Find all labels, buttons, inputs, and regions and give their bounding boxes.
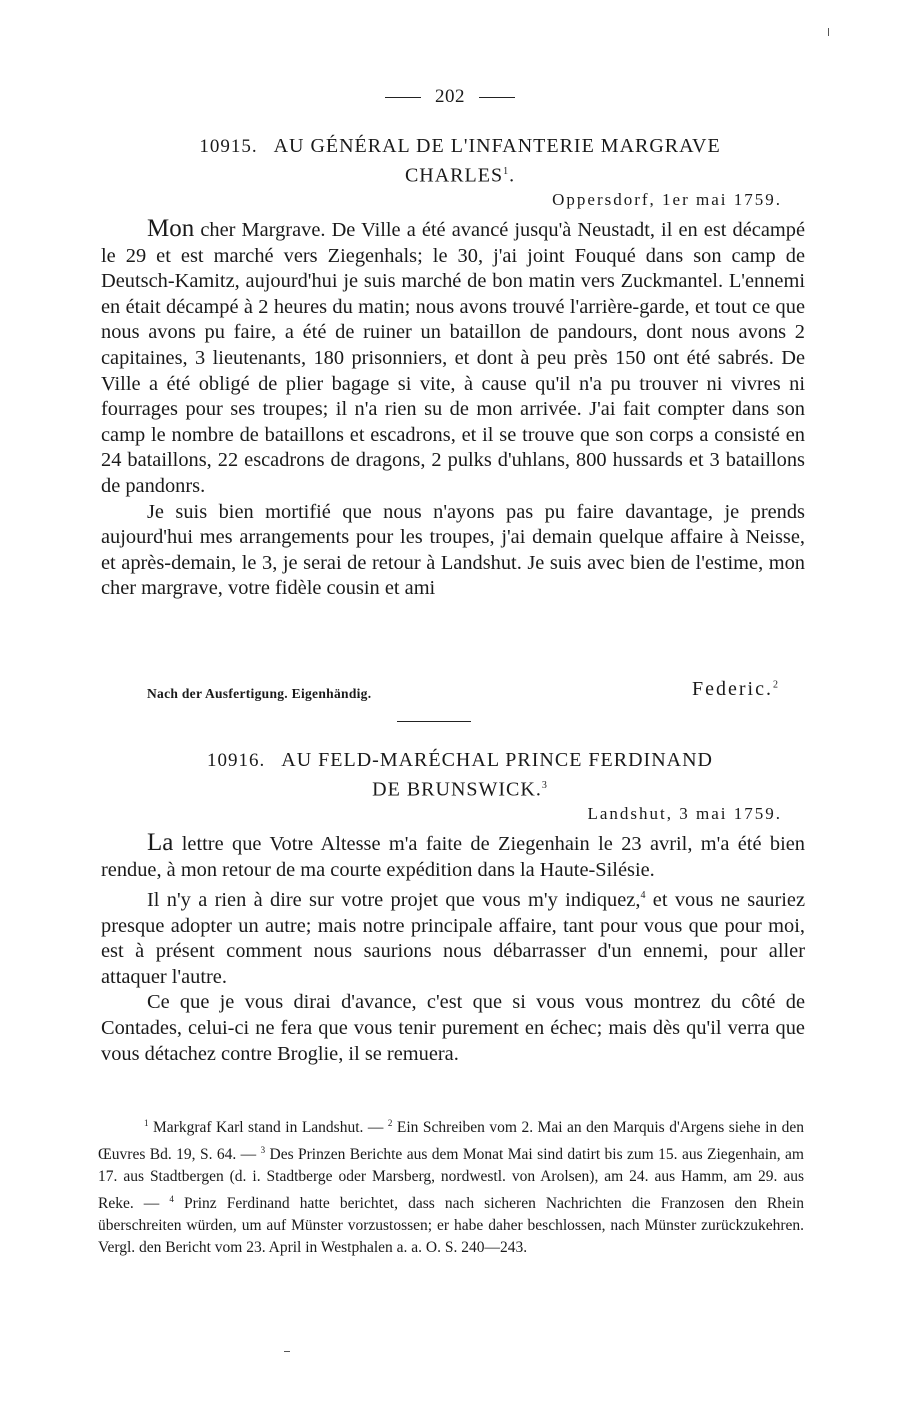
footnote-ref: 1 [503, 166, 510, 177]
letter-paragraph: Ce que je vous dirai d'avance, c'est que si vous vous montrez du côté de Contades, celui-ci ne fera que vous tenir purement en échec; mais dès qu'il verra que vous détachez contre Broglie, il se remuera. [101, 991, 805, 1065]
paragraph-text: cher Margrave. De Ville a été avancé jusqu'à Neustadt, il en est décampé le 29 et est marché vers Ziegenhals; le 30, j'ai joint Fouqué dans son camp de Deutsch-Kamitz, aujourd'hui je suis marché de bon matin vers Zuckmantel. L'ennemi en était décampé à 2 heures du matin; nous avons trouvé l'arrière-garde, et tout ce que nous avons pu faire, a été de ruiner un bataillon de pandours, dont nous avons 2 capitaines, 3 lieutenants, 180 prisonniers, et dont à peu près 150 ont été sabrés. De Ville a été obligé de plier bagage si vite, à cause qu'il n'a pu trouver ni vivres ni fourrages pour ses troupes; il n'a rien su de mon arrivée. J'ai fait compter dans son camp le nombre de bataillons et escadrons, et il se trouve que son corps a consisté en 24 bataillons, 22 escadrons de dragons, 2 pulks d'uhlans, 800 hussards et 3 bataillons de pandonrs. [101, 219, 805, 497]
letter-body [101, 216, 805, 602]
footnote-block [98, 1112, 804, 1259]
paragraph-text: Il n'y a rien à dire sur votre projet que vous m'y indiquez, [147, 888, 641, 911]
source-note: Nach der Ausfertigung. Eigenhändig. [147, 686, 372, 701]
footnote-mark: 3 [260, 1145, 266, 1156]
footnote-text: Markgraf Karl stand in Landshut. — [148, 1119, 388, 1137]
letter-dateline: Landshut, 3 mai 1759. [587, 804, 782, 823]
letter-paragraph [101, 883, 805, 990]
heading-title-2: DE BRUNSWICK. [372, 778, 542, 801]
letter-body [101, 830, 805, 1067]
letter-number: 10916. [207, 750, 266, 771]
heading-line-2 [120, 773, 800, 803]
page-header [0, 86, 900, 108]
footnote-mark: 4 [169, 1194, 174, 1205]
footnote-text: Prinz Ferdinand hatte berichtet, dass nach sicheren Nachrichten die Franzosen den Rhein überschreiten würden, um auf Münster vorzustossen; er habe daher beschlossen, nach Münster zurückzukehren. Vergl. den Bericht vom 23. April in Westphalen a. a. O. S. 240—243. [98, 1195, 804, 1257]
footnote-ref: 3 [541, 780, 548, 791]
heading-line-2 [120, 159, 800, 189]
letter-dateline: Oppersdorf, 1er mai 1759. [552, 190, 782, 209]
opening-word: La [147, 829, 174, 856]
heading-title-2: CHARLES [404, 164, 504, 187]
footnote-ref: 2 [773, 679, 780, 691]
heading-line-1 [120, 748, 800, 773]
letter-paragraph [101, 216, 805, 500]
heading-title-1: AU FELD-MARÉCHAL PRINCE FERDINAND [281, 749, 713, 771]
header-rule-right [479, 97, 515, 98]
footnote-ref: 4 [640, 890, 646, 902]
letter-heading [120, 134, 800, 189]
letter-heading [120, 748, 800, 803]
footnotes [98, 1112, 804, 1259]
signature-name: Federic. [692, 678, 773, 700]
footnote-text: Ein Schreiben vom 2. Mai an den Marquis d'Argens siehe in den Œuvres Bd. 19, S. 64. — [98, 1119, 804, 1164]
letter-paragraph: Je suis bien mortifié que nous n'ayons pas pu faire davantage, je prends aujourd'hui mes arrangements pour les troupes, j'ai demain quelque affaire à Neisse, et après-demain, le 3, je serai de retour à Landshut. Je suis avec bien de l'estime, mon cher margrave, votre fidèle cousin et ami [101, 500, 805, 600]
scan-speck [828, 28, 829, 36]
footnote-mark: 2 [387, 1118, 393, 1128]
paragraph-text: lettre que Votre Altesse m'a faite de Ziegenhain le 23 avril, m'a été bien rendue, à mon retour de ma courte expédition dans la Haute-Silésie. [101, 833, 805, 881]
section-divider [397, 721, 471, 722]
heading-title-1: AU GÉNÉRAL DE L'INFANTERIE MARGRAVE [273, 135, 721, 157]
footnote-mark: 1 [144, 1118, 149, 1128]
paragraph-text: et vous ne sauriez presque adopter un autre; mais notre principale affaire, tant pour vous que pour moi, est à présent comment nous saurions nous débarrasser d'un ennemi, pour aller attaquer l'autre. [101, 888, 805, 988]
scan-speck [284, 1351, 290, 1352]
page-number: 202 [435, 86, 465, 107]
footnote-text: Des Prinzen Berichte aus dem Monat Mai sind datirt bis zum 15. aus Ziegenhain, am 17. aus Stadtbergen (d. i. Stadtberge oder Marsberg, nordwestl. von Arolsen), am 24. aus Hamm, am 29. aus Reke. — [98, 1146, 804, 1213]
signature [692, 678, 780, 701]
header-rule-left [385, 97, 421, 98]
heading-period: . [509, 164, 516, 187]
heading-line-1 [120, 134, 800, 159]
letter-paragraph [101, 830, 805, 883]
letter-number: 10915. [199, 136, 258, 157]
opening-word: Mon [147, 215, 195, 242]
